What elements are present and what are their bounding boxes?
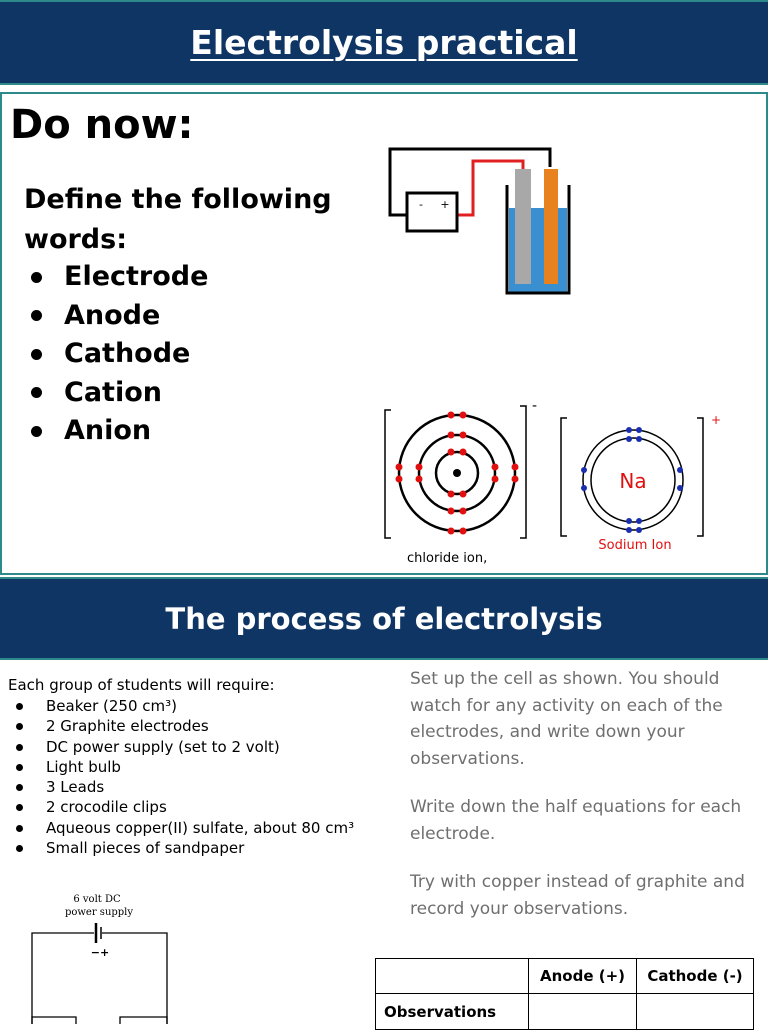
sodium-label: Sodium Ion	[598, 538, 672, 553]
list-item: 3 Leads	[8, 777, 363, 797]
sodium-symbol: Na	[619, 469, 647, 493]
power-supply-label-1: 6 volt DC	[73, 894, 121, 905]
list-item: Small pieces of sandpaper	[8, 838, 363, 858]
table-header-row	[376, 959, 754, 994]
instruction-paragraph: Write down the half equations for each electrode.	[410, 797, 742, 844]
list-item: DC power supply (set to 2 volt)	[8, 737, 363, 757]
list-item: Light bulb	[8, 757, 363, 777]
list-item: 2 Graphite electrodes	[8, 716, 363, 736]
word-item: Cathode	[26, 335, 208, 374]
battery-plus: +	[440, 198, 450, 211]
battery-minus: -	[419, 198, 423, 211]
sodium-charge: +	[711, 413, 722, 427]
grey-electrode	[515, 169, 531, 284]
requirements-list	[8, 696, 363, 858]
section-title: The process of electrolysis	[165, 601, 603, 636]
chloride-label: chloride ion,	[407, 551, 488, 566]
table-cell[interactable]	[529, 994, 637, 1030]
bullet-icon	[31, 272, 42, 283]
list-item: Aqueous copper(II) sulfate, about 80 cm³	[8, 818, 363, 838]
table-row	[376, 994, 754, 1030]
list-item: 2 crocodile clips	[8, 797, 363, 817]
chloride-charge: -	[532, 398, 538, 414]
table-header-cell: Anode (+)	[529, 959, 637, 994]
battery-symbol: −+	[90, 946, 110, 959]
bullet-icon	[31, 349, 42, 360]
word-item: Anion	[26, 412, 208, 451]
observations-table	[375, 958, 754, 1030]
red-wire	[457, 161, 523, 215]
orange-electrode	[544, 169, 558, 284]
electrolysis-cell-diagram	[385, 145, 575, 297]
table-row-label: Observations	[376, 994, 529, 1030]
table-header-cell	[376, 959, 529, 994]
define-prompt: Define the following words:	[24, 184, 332, 255]
word-list	[26, 258, 208, 451]
instruction-paragraph: Set up the cell as shown. You should watch for any activity on each of the electrodes, and write down your observations.	[410, 669, 723, 769]
word-item: Cation	[26, 374, 208, 413]
table-header-cell: Cathode (-)	[637, 959, 754, 994]
power-supply-label-2: power supply	[64, 907, 134, 918]
sodium-ion-diagram	[555, 408, 725, 558]
word-item: Anode	[26, 297, 208, 336]
word-item: Electrode	[26, 258, 208, 297]
list-item: Beaker (250 cm³)	[8, 696, 363, 716]
bullet-icon	[31, 310, 42, 321]
power-supply-circuit-diagram	[22, 893, 182, 1024]
requirements-intro: Each group of students will require:	[8, 676, 275, 694]
title-banner	[0, 0, 768, 85]
page-title: Electrolysis practical	[190, 23, 578, 62]
chloride-ion-diagram	[380, 398, 550, 573]
section-banner	[0, 577, 768, 660]
nucleus	[453, 469, 461, 477]
bullet-icon	[31, 387, 42, 398]
instruction-paragraph: Try with copper instead of graphite and record your observations.	[410, 872, 745, 919]
instructions	[410, 666, 760, 944]
do-now-heading: Do now:	[10, 102, 194, 148]
table-cell[interactable]	[637, 994, 754, 1030]
bullet-icon	[31, 426, 42, 437]
